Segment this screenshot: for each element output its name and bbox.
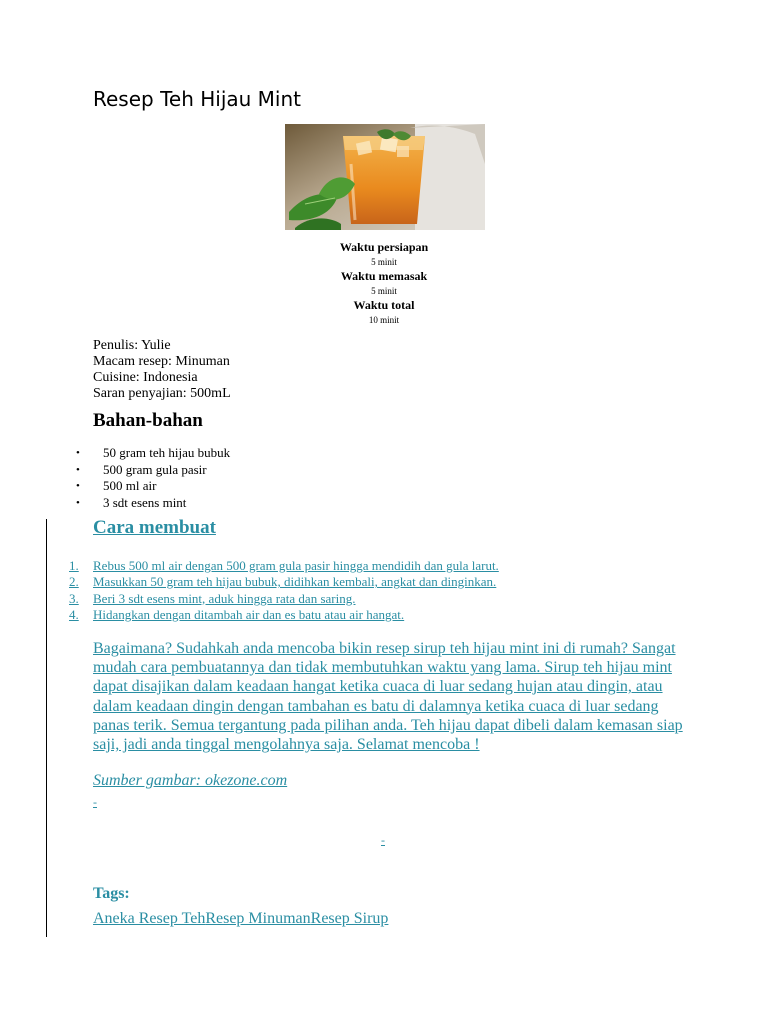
list-item: • 50 gram teh hijau bubuk xyxy=(62,445,230,462)
cook-time-value: 5 minit xyxy=(371,286,397,296)
steps-list xyxy=(64,558,499,623)
steps-heading[interactable] xyxy=(93,517,216,539)
ingredients-list xyxy=(62,445,230,511)
divider xyxy=(46,519,47,937)
step-number: 3. xyxy=(69,590,79,606)
iced-mint-tea-photo xyxy=(285,124,485,230)
prep-time-label: Waktu persiapan xyxy=(339,240,429,254)
tags-list xyxy=(93,910,388,928)
empty-link-1[interactable]: - xyxy=(93,795,97,809)
author: Penulis: Yulie xyxy=(93,338,171,353)
tags-heading: Tags: xyxy=(93,885,130,902)
total-time-label: Waktu total xyxy=(353,298,415,312)
cook-time-label: Waktu memasak xyxy=(340,269,428,283)
serving-size: Saran penyajian: 500mL xyxy=(93,386,231,401)
image-source[interactable] xyxy=(93,772,287,790)
step-number: 1. xyxy=(69,558,79,573)
empty-link-2[interactable]: - xyxy=(381,833,385,847)
recipe-type: Macam resep: Minuman xyxy=(93,354,230,369)
step-item[interactable] xyxy=(64,558,499,574)
step-item[interactable] xyxy=(64,607,499,623)
description-paragraph[interactable] xyxy=(93,639,683,754)
step-text[interactable]: Rebus 500 ml air dengan 500 gram gula pasir hingga mendidih dan gula larut. xyxy=(93,558,499,573)
recipe-meta xyxy=(93,338,231,402)
total-time-value: 10 minit xyxy=(368,315,400,325)
step-text[interactable]: Beri 3 sdt esens mint, aduk hingga rata dan saring. xyxy=(93,590,356,606)
step-item[interactable] xyxy=(64,591,499,607)
list-item: • 3 sdt esens mint xyxy=(62,495,230,512)
step-text[interactable]: Masukkan 50 gram teh hijau bubuk, didihkan kembali, angkat dan dinginkan. xyxy=(93,574,497,590)
list-item: • 500 gram gula pasir xyxy=(62,462,230,479)
prep-time-value: 5 minit xyxy=(371,257,397,267)
ingredients-heading: Bahan-bahan xyxy=(93,410,203,431)
description-link[interactable]: Bagaimana? Sudahkah anda mencoba bikin resep sirup teh hijau mint ini di rumah? Sangat mudah cara pembuatannya dan tidak membutuhkan waktu yang lama. Sirup teh hijau mint dapat disajikan dalam keadaan hangat ketika cuaca di luar sedang hujan atau dingin, atau dalam keadaan dingin dengan tambahan es batu di dalamnya ketika cuaca di luar sedang panas terik. Semua tergantung pada pilihan anda. Teh hijau dapat dibeli dalam kemasan siap saji, jadi anda tinggal mengolahnya saja. Selamat mencoba ! xyxy=(93,640,683,754)
steps-heading-link[interactable]: Cara membuat xyxy=(93,517,216,538)
time-info xyxy=(234,240,534,327)
step-text[interactable]: Hidangkan dengan ditambah air dan es batu atau air hangat. xyxy=(93,606,405,622)
image-source-link[interactable]: Sumber gambar: okezone.com xyxy=(93,772,288,789)
list-item: • 500 ml air xyxy=(62,478,230,495)
step-item[interactable] xyxy=(64,574,499,590)
page-title: Resep Teh Hijau Mint xyxy=(93,87,302,111)
step-number: 4. xyxy=(69,606,79,622)
tag-link[interactable]: Resep Minuman xyxy=(205,910,311,927)
tag-link[interactable]: Resep Sirup xyxy=(310,910,389,927)
cuisine: Cuisine: Indonesia xyxy=(93,370,198,385)
tag-link[interactable]: Aneka Resep Teh xyxy=(93,910,206,927)
step-number: 2. xyxy=(69,574,79,590)
